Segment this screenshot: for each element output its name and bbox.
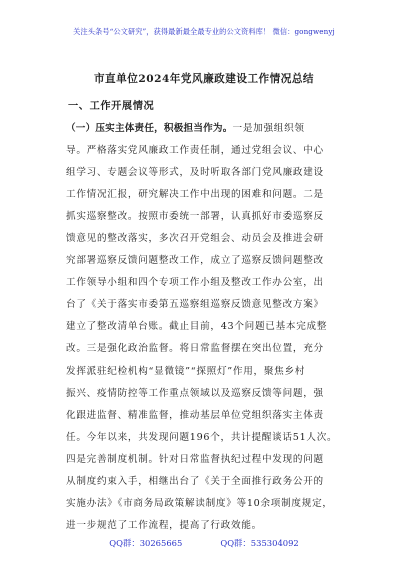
body-line: 振兴、疫情防控等工作重点领域以及巡察反馈等问题，强 (66, 387, 324, 399)
body-line: 改。三是强化政治监督。将日常监督摆在突出位置，充分 (66, 343, 324, 355)
body-text (66, 118, 346, 537)
body-line (66, 118, 346, 140)
section-heading: 一、工作开展情况 (68, 100, 155, 112)
body-line: 导。严格落实党风廉政工作责任制，通过党组会议、中心 (66, 145, 324, 157)
body-line: 发挥派驻纪检机构“显微镜”“探照灯”作用，聚焦乡村 (66, 365, 306, 377)
body-line: 工作情况汇报，研究解决工作中出现的困难和问题。二是 (66, 189, 324, 201)
body-line: 进一步规范了工作流程，提高了行政效能。 (66, 519, 262, 531)
body-line: 建立了整改清单台账。截止目前，43个问题已基本完成整 (66, 321, 328, 333)
body-line: 馈意见的整改落实，多次召开党组会、动员会及推进会研 (66, 233, 324, 245)
document-title: 市直单位2024年党风廉政建设工作情况总结 (93, 73, 315, 85)
promo-banner: 关注头条号“公文研究”，获得最新最全最专业的公文资料库！ 微信：gongwenyj (73, 27, 335, 36)
body-line: 任。今年以来，共发现问题196个，共计提醒谈话51人次。 (66, 431, 338, 443)
qq-group-2: QQ群：535304092 (220, 538, 299, 548)
body-line: 究部署巡察反馈问题整改工作，成立了巡察反馈问题整改 (66, 255, 324, 267)
body-line: 化跟进监督、精准监督，推动基层单位党组织落实主体责 (66, 409, 324, 421)
body-line: 组学习、专题会议等形式，及时听取各部门党风廉政建设 (66, 167, 324, 179)
body-line: 实施办法》《市商务局政策解读制度》等10余项制度规定， (66, 497, 333, 509)
qq-group-1: QQ群：30265665 (109, 538, 183, 548)
body-line: 四是完善制度机制。针对日常监督执纪过程中发现的问题 (66, 453, 324, 465)
body-line: 从制度约束入手，相继出台了《关于全面推行政务公开的 (66, 475, 324, 487)
body-line: 工作领导小组和四个专项工作小组及整改工作办公室，出 (66, 277, 324, 289)
body-line: 台了《关于落实市委第五巡察组巡察反馈意见整改方案》 (66, 299, 324, 311)
footer-contact (0, 537, 408, 549)
body-line-text: 一是加强组织领 (232, 123, 305, 134)
body-line: 抓实巡察整改。按照市委统一部署，认真抓好市委巡察反 (66, 211, 324, 223)
subsection-heading: （一）压实主体责任，积极担当作为。 (66, 123, 233, 134)
